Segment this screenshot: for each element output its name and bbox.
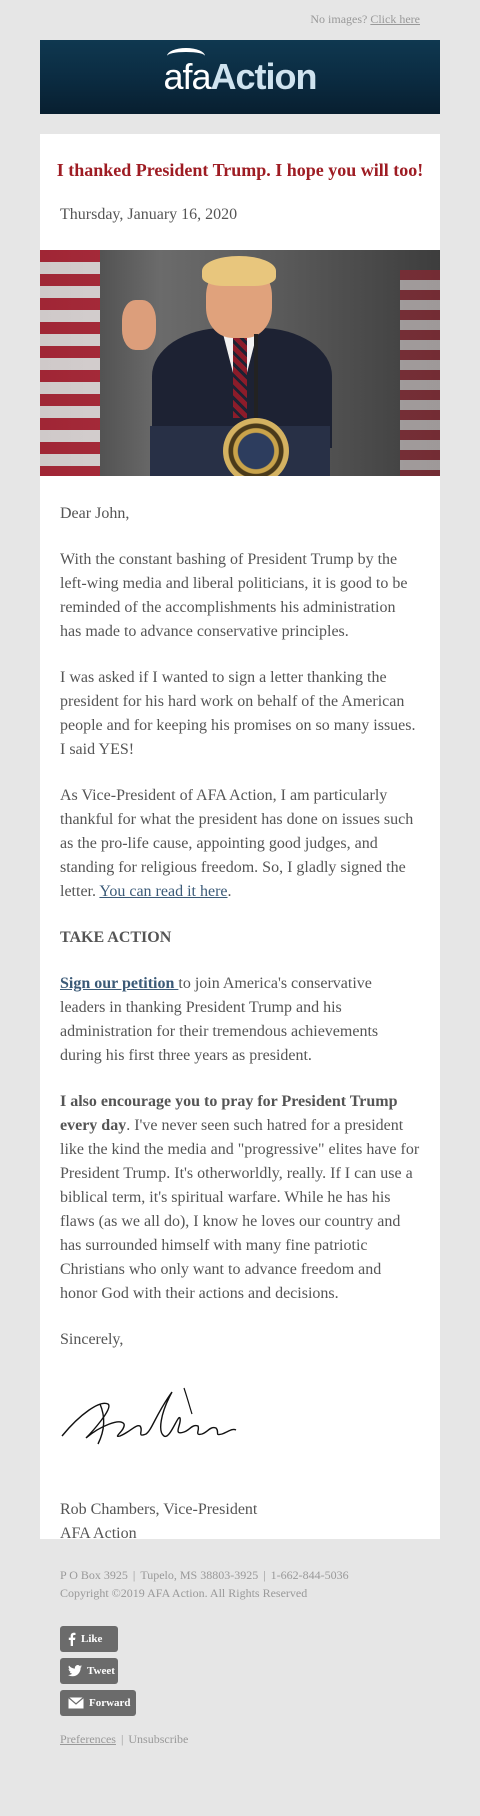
preheader-text: No images? [310,12,368,26]
logo-arc-icon [167,48,205,64]
read-letter-link[interactable]: You can read it here [99,883,228,900]
footer-copyright: Copyright ©2019 AFA Action. All Rights Reserved [60,1586,308,1600]
flag-image [40,250,100,476]
twitter-icon [68,1665,82,1677]
afa-action-logo[interactable]: afaAction [163,56,316,98]
email-date: Thursday, January 16, 2020 [60,206,238,223]
signature [60,1364,420,1474]
closing: Sincerely, [60,1331,124,1348]
greeting: Dear John, [60,505,130,522]
sign-petition-link[interactable]: Sign our petition [60,975,179,992]
click-here-link[interactable]: Click here [370,12,420,26]
pray-paragraph: I also encourage you to pray for President Trump every day. I've never seen such hatred for a president like the kind the media and "progressive" elites have for President Trump. It's otherworldly, really. If I can use a biblical term, it's spiritual warfare. While he has his flaws (as we all do), I know he loves our country and has surrounded himself with many fine patriotic Christians who only want to advance freedom and honor God with their actions and decisions. [60,1093,420,1302]
email-card [40,134,440,1542]
paragraph-2: I was asked if I wanted to sign a letter thanking the president for his hard work on behalf of the American people and for keeping his promises on so many issues. I said YES! [60,669,416,758]
preheader [0,0,480,40]
facebook-like-button[interactable]: Like [60,1626,118,1652]
paragraph-1: With the constant bashing of President Trump by the left-wing media and liberal politicians, it is good to be reminded of the accomplishments his administration has made to advance conservative principles. [60,551,408,640]
social-buttons [60,1626,440,1716]
footer-address: P O Box 3925 | Tupelo, MS 38803-3925 | 1-662-844-5036 [60,1568,349,1582]
preferences-link[interactable]: Preferences [60,1732,116,1746]
hero-photo [40,250,440,476]
petition-paragraph: Sign our petition to join America's conservative leaders in thanking President Trump and his administration for their tremendous achievements during his first three years as president. [60,975,379,1064]
take-action-heading: TAKE ACTION [60,929,172,946]
unsubscribe-link[interactable]: Unsubscribe [128,1732,189,1746]
email-headline: I thanked President Trump. I hope you will too! [56,160,424,180]
envelope-icon [68,1697,84,1709]
flag-image-right [400,270,440,476]
presidential-seal-icon [223,418,289,476]
footer-links: Preferences | Unsubscribe [60,1732,189,1746]
forward-button[interactable]: Forward [60,1690,136,1716]
header-banner [40,40,440,114]
footer [60,1566,440,1748]
email-body [40,502,440,1546]
facebook-icon [68,1632,76,1646]
signer-org: AFA Action [60,1525,137,1542]
signature-image [60,1374,240,1454]
signer-name: Rob Chambers, Vice-President [60,1501,258,1518]
twitter-tweet-button[interactable]: Tweet [60,1658,118,1684]
paragraph-3: As Vice-President of AFA Action, I am particularly thankful for what the president has done on issues such as the pro-life cause, appointing good judges, and standing for religious freedom. So, I gladly signed the letter. You can read it here. [60,787,414,900]
